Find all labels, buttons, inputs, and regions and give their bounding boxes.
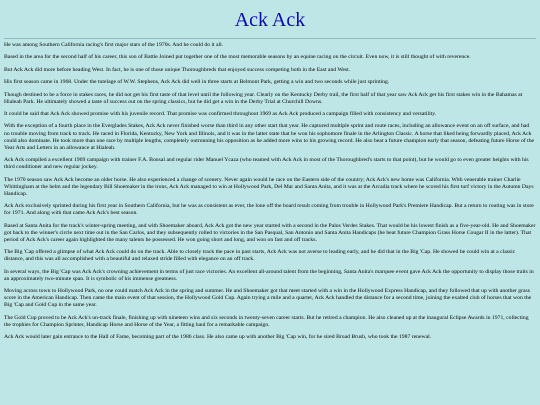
paragraph: Ack Ack exclusively sprinted during his first year in Southern California, but he was as consistent as ever, the lone off the board result coming from trouble in Hollywood Park's Premiere Handicap. But a return to routing was in store for 1971. And along with that came Ack Ack's best season. [4,203,534,217]
paragraph: In several ways, the Big 'Cap was Ack Ack's crowning achievement in terms of just race victories. An excellent all-around talent from the beginning, Santa Anita's marquee event gave Ack Ack the opportunity to display those traits in an approximately two-minute span. It is symbolic of his immense greatness. [4,268,534,282]
paragraph: Ack Ack would later gain entrance to the Hall of Fame, becoming part of the 1986 class. He also came up with another Big 'Cap win, for he sired Broad Brush, who took the 1987 renewal. [4,334,432,341]
paragraph: The Big 'Cap offered a glimpse of what Ack Ack could do on the track. Able to closely track the pace in past starts, Ack Ack was not averse to leading early, and he did that in the Big 'Cap. He showed he could win at a classic distance, and this was all accomplished with a beautiful and relaxed stride filled with elegance on an off track. [4,249,516,263]
title-divider [4,38,536,39]
paragraph: It could be said that Ack Ack showed promise with his juvenile record. That promise was confirmed throughout 1969 as Ack Ack produced a campaign filled with consistency and versatility. [4,111,437,118]
paragraph: Based at Santa Anita for the track's winter-spring meeting, and with Shoemaker aboard, Ack Ack got the new year started with a second in the Palos Verdes Stakes. That would be his lowest finish as a five-year-old. He and Shoemaker got back to the winner's circle next time out in the San Carlos, and they subsequently rolled to victories in the San Pasqual, San Antonio and Santa Anita Handicaps (he beat future Champion Grass Horse Cougar II in the latter). That period of Ack Ack's career again highlighted the many talents he possessed. He won going short and long, and won on fast and off tracks. [4,222,536,243]
paragraph: Ack Ack compiled a excellent 1969 campaign with trainer F.A. Bonsal and regular rider Manuel Ycaza (who teamed with Ack Ack in most of the Thoroughbred's starts to that point), but he would go to even greater heights with his third conditioner and new regular jockey. [4,157,529,171]
paragraph: He was among Southern California racing's first major stars of the 1970s. And he could do it all. [4,42,224,48]
paragraph: With the exception of a fourth place in the Everglades Stakes, Ack Ack never finished worse than third in any other start that year. He captured multiple sprint and route races, including an allowance event on an off surface, and had no trouble moving from track to track. He raced in Florida, Kentucky, New York and Illinois, and it was in the latter state that he won his sophomore finale in the Arlington Classic. A horse that liked being forwardly placed, Ack Ack could also dominate. He took more than one race by multiple lengths, completely outrunning his opposition as he added more wins to his growing record. He also beat a future champion early that season, defeating future Horse of the Year Arts and Letters in an allowance at Hialeah. [4,123,535,151]
paragraph: Moving across town to Hollywood Park, no one could match Ack Ack in the spring and summer. He and Shoemaker got that meet started with a win in the Hollywood Express Handicap, and they followed that up with another grass score in the American Handicap. Then came the main event of that session, the Hollywood Gold Cup. Again trying a mile and a quarter, Ack Ack handled the distance for a second time, joining the exalted club of horses that won the Big 'Cap and Gold Cup in the same year. [4,288,532,309]
paragraph: His first season came in 1968. Under the tutelage of W.W. Stephens, Ack Ack did well in three starts at Belmont Park, getting a win and two seconds while just sprinting. [4,79,390,86]
paragraph: Though destined to be a force in stakes races, he did not get his first taste of that level until the following year. Clearly on the Kentucky Derby trail, the first half of that year saw Ack Ack get his first stakes win in the Bahamas at Hialeah Park. He ultimately showed a taste of success out on the spring classics, but he did get a win in the Derby Trial at Churchill Downs. [4,91,523,105]
paragraph: The 1970 season saw Ack Ack become an older horse. He also experienced a change of scenery. Never again would he race on the Eastern side of the country; Ack Ack's new home was California. With venerable trainer Charlie Whittingham at the helm and the legendary Bill Shoemaker in the irons, Ack Ack managed to win at Hollywood Park, Del Mar and Santa Anita, and it was at the Arcadia track where he scored his first turf victory in the Autumn Days Handicap. [4,176,534,197]
paragraph: Based in the area for the second half of his career, this son of Battle Joined put together one of the most memorable seasons by an equine racing on the circuit. Even now, it is still thought of with reverence. [4,54,471,61]
page-title: Ack Ack [234,9,306,31]
paragraph: The Gold Cup proved to be Ack Ack's un-track finale, finishing up with nineteen wins and six seconds in twenty-seven career starts. But he retired a champion. He also cleaned up at the inaugural Eclipse Awards in 1971, collecting the trophies for Champion Sprinter, Handicap Horse and Horse of the Year, a fitting haul for a remarkable campaign. [4,314,529,328]
article-body [0,42,540,341]
paragraph: But Ack Ack did more before heading West. In fact, he is one of those unique Thoroughbreds that enjoyed success competing both in the East and West. [4,66,351,73]
